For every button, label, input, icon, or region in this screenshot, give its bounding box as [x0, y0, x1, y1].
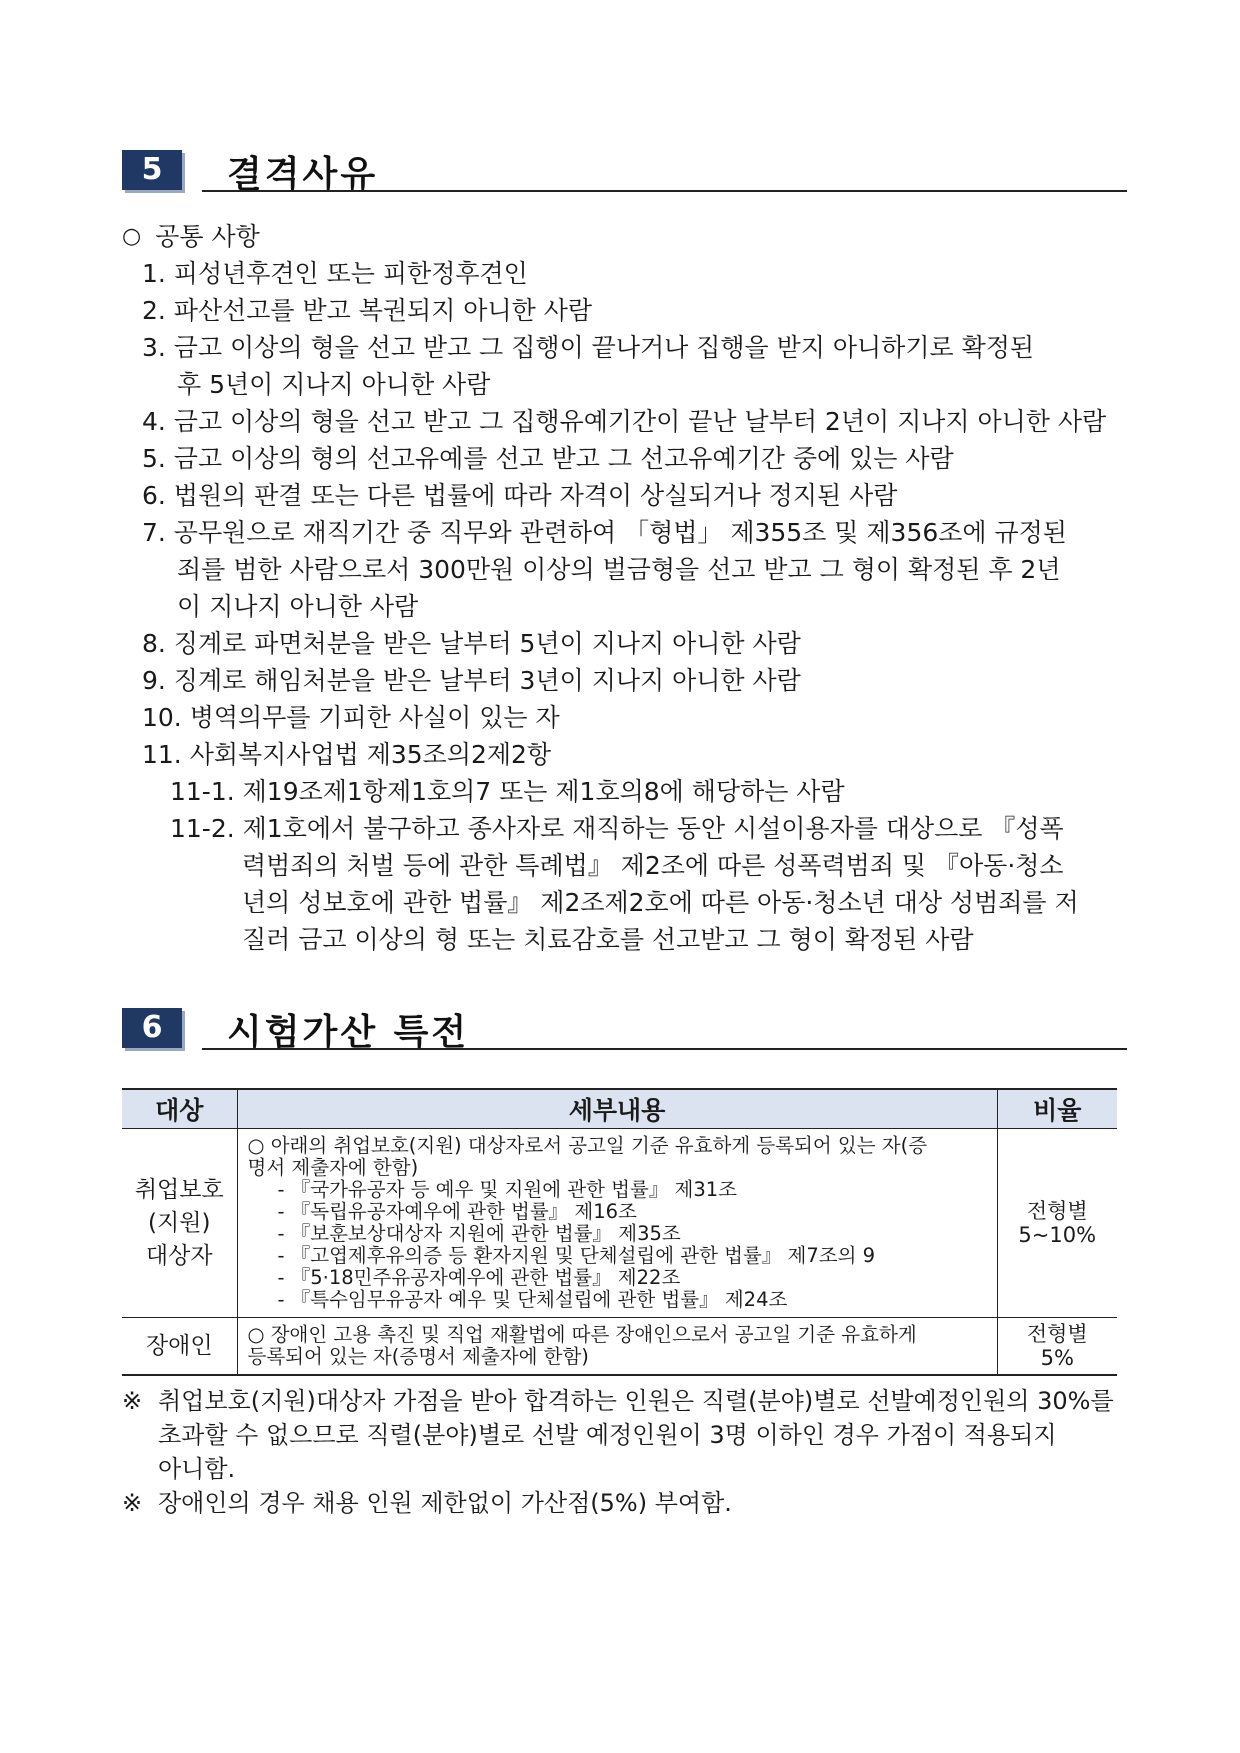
section-title: 결격사유 — [227, 154, 379, 195]
column-header: 대상 — [122, 1089, 237, 1129]
law-item: - 『특수임무유공자 예우 및 단체설립에 관한 법률』 제24조 — [277, 1288, 788, 1311]
title-underline — [202, 1048, 1127, 1050]
table-row — [122, 1318, 1117, 1376]
list-item: 8. 징계로 파면처분을 받은 날부터 5년이 지나지 아니한 사람 — [142, 629, 801, 658]
list-item: 6. 법원의 판결 또는 다른 법률에 따라 자격이 상실되거나 정지된 사람 — [142, 481, 898, 510]
law-item: - 『국가유공자 등 예우 및 지원에 관한 법률』 제31조 — [277, 1178, 738, 1201]
rate-cell: 전형별 5~10% — [997, 1129, 1117, 1318]
law-item: - 『5·18민주유공자예우에 관한 법률』 제22조 — [277, 1266, 681, 1289]
list-item: 9. 징계로 해임처분을 받은 날부터 3년이 지나지 아니한 사람 — [142, 666, 801, 695]
list-item-continuation: 후 5년이 지나지 아니한 사람 — [177, 370, 491, 399]
detail-cell: ○ 아래의 취업보호(지원) 대상자로서 공고일 기준 유효하게 등록되어 있는 자(증 명서 제출자에 한함) - 『국가유공자 등 예우 및 지원에 관한 법률』 제31조 - 『독립유공자예우에 관한 법률』 제16조 - 『보훈보상대상자 지원에 관한 법률』 제35조 - 『고엽제후유의증 등 환자지원 및 단체설립에 관한 법률』 제7조의 9 - 『5·18민주유공자예우에 관한 법률』 제22조 - 『특수임무유공자 예우 및 단체설립에 관한 법률』 제24조 — [237, 1129, 997, 1318]
list-item: 5. 금고 이상의 형의 선고유예를 선고 받고 그 선고유예기간 중에 있는 사람 — [142, 444, 954, 473]
disqualification-list — [122, 218, 1127, 958]
law-item: - 『보훈보상대상자 지원에 관한 법률』 제35조 — [277, 1222, 681, 1245]
note: ※ 취업보호(지원)대상자 가점을 받아 합격하는 인원은 직렬(분야)별로 선발예정인원의 30%를 초과할 수 없으므로 직렬(분야)별로 선발 예정인원이 3명 이하인 경우 가점이 적용되지 아니함. — [122, 1384, 1127, 1486]
sub-list-item: 11-1. 제19조제1항제1호의7 또는 제1호의8에 해당하는 사람 — [170, 777, 845, 806]
common-heading: ○ 공통 사항 — [122, 218, 1127, 255]
list-item-continuation: 이 지나지 아니한 사람 — [177, 592, 419, 621]
sub-list-item-continuation: 질러 금고 이상의 형 또는 치료감호를 선고받고 그 형이 확정된 사람 — [242, 925, 974, 954]
target-cell: 취업보호 (지원) 대상자 — [122, 1129, 237, 1318]
sub-list-item-continuation: 년의 성보호에 관한 법률』 제2조제2호에 따른 아동·청소년 대상 성범죄를 저 — [242, 888, 1079, 917]
sub-list-item-continuation: 력범죄의 처벌 등에 관한 특례법』 제2조에 따른 성폭력범죄 및 『아동·청소 — [242, 851, 1064, 880]
title-underline — [202, 190, 1127, 192]
table-header-row — [122, 1089, 1117, 1129]
section-number: 5 — [122, 150, 182, 190]
section-5-header — [122, 150, 1127, 195]
list-item: 3. 금고 이상의 형을 선고 받고 그 집행이 끝나거나 집행을 받지 아니하기로 확정된 — [142, 333, 1035, 362]
circle-bullet-icon: ○ — [247, 1134, 271, 1157]
sub-list-item: 11-2. 제1호에서 불구하고 종사자로 재직하는 동안 시설이용자를 대상으로 『성폭 — [170, 814, 1064, 843]
note: ※ 장애인의 경우 채용 인원 제한없이 가산점(5%) 부여함. — [122, 1486, 1127, 1520]
circle-bullet-icon: ○ — [247, 1323, 271, 1346]
column-header: 비율 — [997, 1089, 1117, 1129]
section-title: 시험가산 특전 — [227, 1012, 470, 1053]
list-item: 7. 공무원으로 재직기간 중 직무와 관련하여 「형법」 제355조 및 제356조에 규정된 — [142, 518, 1067, 547]
column-header: 세부내용 — [237, 1089, 997, 1129]
section-number: 6 — [122, 1008, 182, 1048]
list-item: 4. 금고 이상의 형을 선고 받고 그 집행유예기간이 끝난 날부터 2년이 지나지 아니한 사람 — [142, 407, 1107, 436]
reference-mark: ※ — [122, 1387, 143, 1415]
list-item: 2. 파산선고를 받고 복권되지 아니한 사람 — [142, 296, 592, 325]
table-row — [122, 1129, 1117, 1318]
law-item: - 『독립유공자예우에 관한 법률』 제16조 — [277, 1200, 637, 1223]
list-item: 10. 병역의무를 기피한 사실이 있는 자 — [142, 703, 560, 732]
rate-cell: 전형별 5% — [997, 1318, 1117, 1376]
bonus-points-table — [122, 1088, 1117, 1376]
list-item: 1. 피성년후견인 또는 피한정후견인 — [142, 259, 528, 288]
detail-cell: ○ 장애인 고용 촉진 및 직업 재활법에 따른 장애인으로서 공고일 기준 유효하게 등록되어 있는 자(증명서 제출자에 한함) — [237, 1318, 997, 1376]
list-item: 11. 사회복지사업법 제35조의2제2항 — [142, 740, 552, 769]
notes — [122, 1384, 1127, 1520]
section-6-header — [122, 1008, 1127, 1053]
list-item-continuation: 죄를 범한 사람으로서 300만원 이상의 벌금형을 선고 받고 그 형이 확정된 후 2년 — [177, 555, 1061, 584]
law-item: - 『고엽제후유의증 등 환자지원 및 단체설립에 관한 법률』 제7조의 9 — [277, 1244, 876, 1267]
reference-mark: ※ — [122, 1489, 143, 1517]
circle-bullet-icon: ○ — [122, 224, 142, 249]
target-cell: 장애인 — [122, 1318, 237, 1376]
